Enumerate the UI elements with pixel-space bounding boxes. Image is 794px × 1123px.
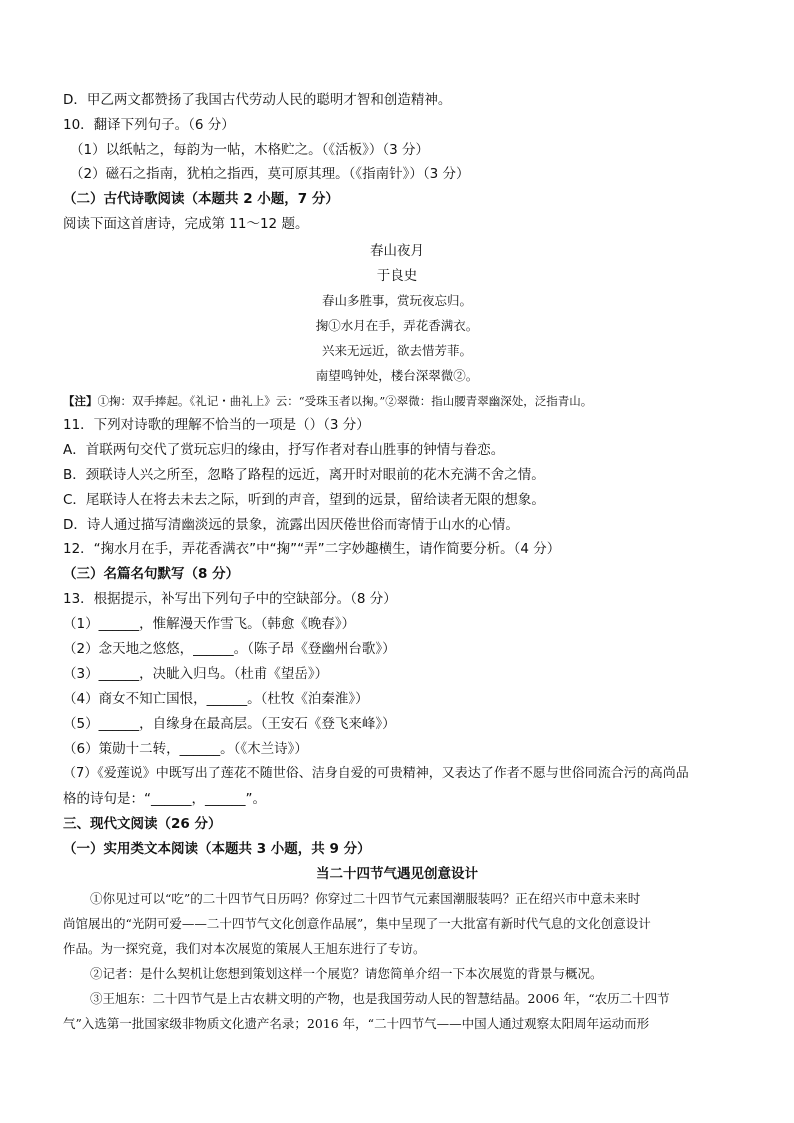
q10-sentence-2: （2）磁石之指南，犹柏之指西，莫可原其理。（《指南针》）（3 分） <box>70 166 470 182</box>
q13-item-7-line-1: （7）《爱莲说》中既写出了莲花不随世俗、洁身自爱的可贵精神，又表达了作者不愿与世俗同流合污的高尚品 <box>63 766 689 781</box>
q13-item-3: （3）______，决眦入归鸟。（杜甫《望岳》） <box>63 666 329 682</box>
q13-item-2: （2）念天地之悠悠，______。（陈子昂《登幽州台歌》） <box>63 641 396 657</box>
q13-item-1: （1）______，惟解漫天作雪飞。（韩愈《晚春》） <box>63 616 356 632</box>
q11-option-a: A．首联两句交代了赏玩忘归的缘由，抒写作者对春山胜事的钟情与眷恋。 <box>63 442 505 458</box>
q12-stem: 12．“掬水月在手，弄花香满衣”中“掬”“弄”二字妙趣横生，请作简要分析。（4 分） <box>63 541 561 557</box>
article-p3-line-2: 气”入选第一批国家级非物质文化遗产名录；2016 年，“二十四节气——中国人通过观察太阳周年运动而形 <box>63 1016 650 1031</box>
q10-sentence-1: （1）以纸帖之，每韵为一帖，木格贮之。（《活板》）（3 分） <box>70 142 429 158</box>
poem-title: 春山夜月 <box>370 243 424 259</box>
poem-line-3: 兴来无远近，欲去惜芳菲。 <box>321 343 472 358</box>
poem-note <box>63 393 592 409</box>
q11-option-d: D．诗人通过描写清幽淡远的景象，流露出因厌倦世俗而寄情于山水的心情。 <box>63 517 519 533</box>
article-p3-line-1: ③王旭东：二十四节气是上古农耕文明的产物，也是我国劳动人民的智慧结晶。2006 年，“农历二十四节 <box>90 991 670 1006</box>
article-title: 当二十四节气遇见创意设计 <box>316 866 478 882</box>
q11-option-b: B．颈联诗人兴之所至，忽略了路程的远近，离开时对眼前的花木充满不舍之情。 <box>63 467 545 483</box>
section-modern-subheading: （一）实用类文本阅读（本题共 3 小题，共 9 分） <box>63 841 371 857</box>
section-modern-heading: 三、现代文阅读（26 分） <box>63 816 222 832</box>
article-p1-line-3: 作品。为一探究竟，我们对本次展览的策展人王旭东进行了专访。 <box>63 941 426 956</box>
q13-stem: 13．根据提示，补写出下列句子中的空缺部分。（8 分） <box>63 591 397 607</box>
q13-item-4: （4）商女不知亡国恨，______。（杜牧《泊秦淮》） <box>63 691 369 707</box>
poem-note-text: ①掬：双手捧起。《礼记・曲礼上》云：“受珠玉者以掬。”②翠微：指山腰青翠幽深处，泛指青山。 <box>97 394 593 408</box>
poem-line-4: 南望鸣钟处，楼台深翠微②。 <box>315 368 479 383</box>
section-poetry-heading: （二）古代诗歌阅读（本题共 2 小题，7 分） <box>63 191 339 207</box>
q11-option-c: C．尾联诗人在将去未去之际，听到的声音，望到的远景，留给读者无限的想象。 <box>63 492 545 508</box>
poem-note-label: 【注】 <box>63 394 98 408</box>
q13-item-7-line-2: 格的诗句是：“______，______”。 <box>63 791 266 807</box>
poem-author: 于良史 <box>376 268 418 284</box>
q9-option-d: D．甲乙两文都赞扬了我国古代劳动人民的聪明才智和创造精神。 <box>63 92 452 108</box>
q10-stem: 10．翻译下列句子。（6 分） <box>63 117 235 133</box>
poem-line-2: 掬①水月在手，弄花香满衣。 <box>315 318 479 333</box>
q11-stem: 11．下列对诗歌的理解不恰当的一项是（）（3 分） <box>63 417 370 433</box>
article-p1-line-1: ①你见过可以“吃”的二十四节气日历吗？你穿过二十四节气元素国潮服装吗？正在绍兴市中意未来时 <box>90 891 641 906</box>
article-p1-line-2: 尚馆展出的“光阴可爱——二十四节气文化创意作品展”，集中呈现了一大批富有新时代气息的文化创意设计 <box>63 916 651 931</box>
q13-item-5: （5）______，自缘身在最高层。（王安石《登飞来峰》） <box>63 716 396 732</box>
section-recitation-heading: （三）名篇名句默写（8 分） <box>63 566 240 582</box>
poetry-intro: 阅读下面这首唐诗，完成第 11～12 题。 <box>63 216 309 232</box>
q13-item-6: （6）策勋十二转，______。（《木兰诗》） <box>63 741 308 757</box>
article-p2: ②记者：是什么契机让您想到策划这样一个展览？请您简单介绍一下本次展览的背景与概况。 <box>90 966 603 981</box>
poem-line-1: 春山多胜事，赏玩夜忘归。 <box>321 293 472 308</box>
